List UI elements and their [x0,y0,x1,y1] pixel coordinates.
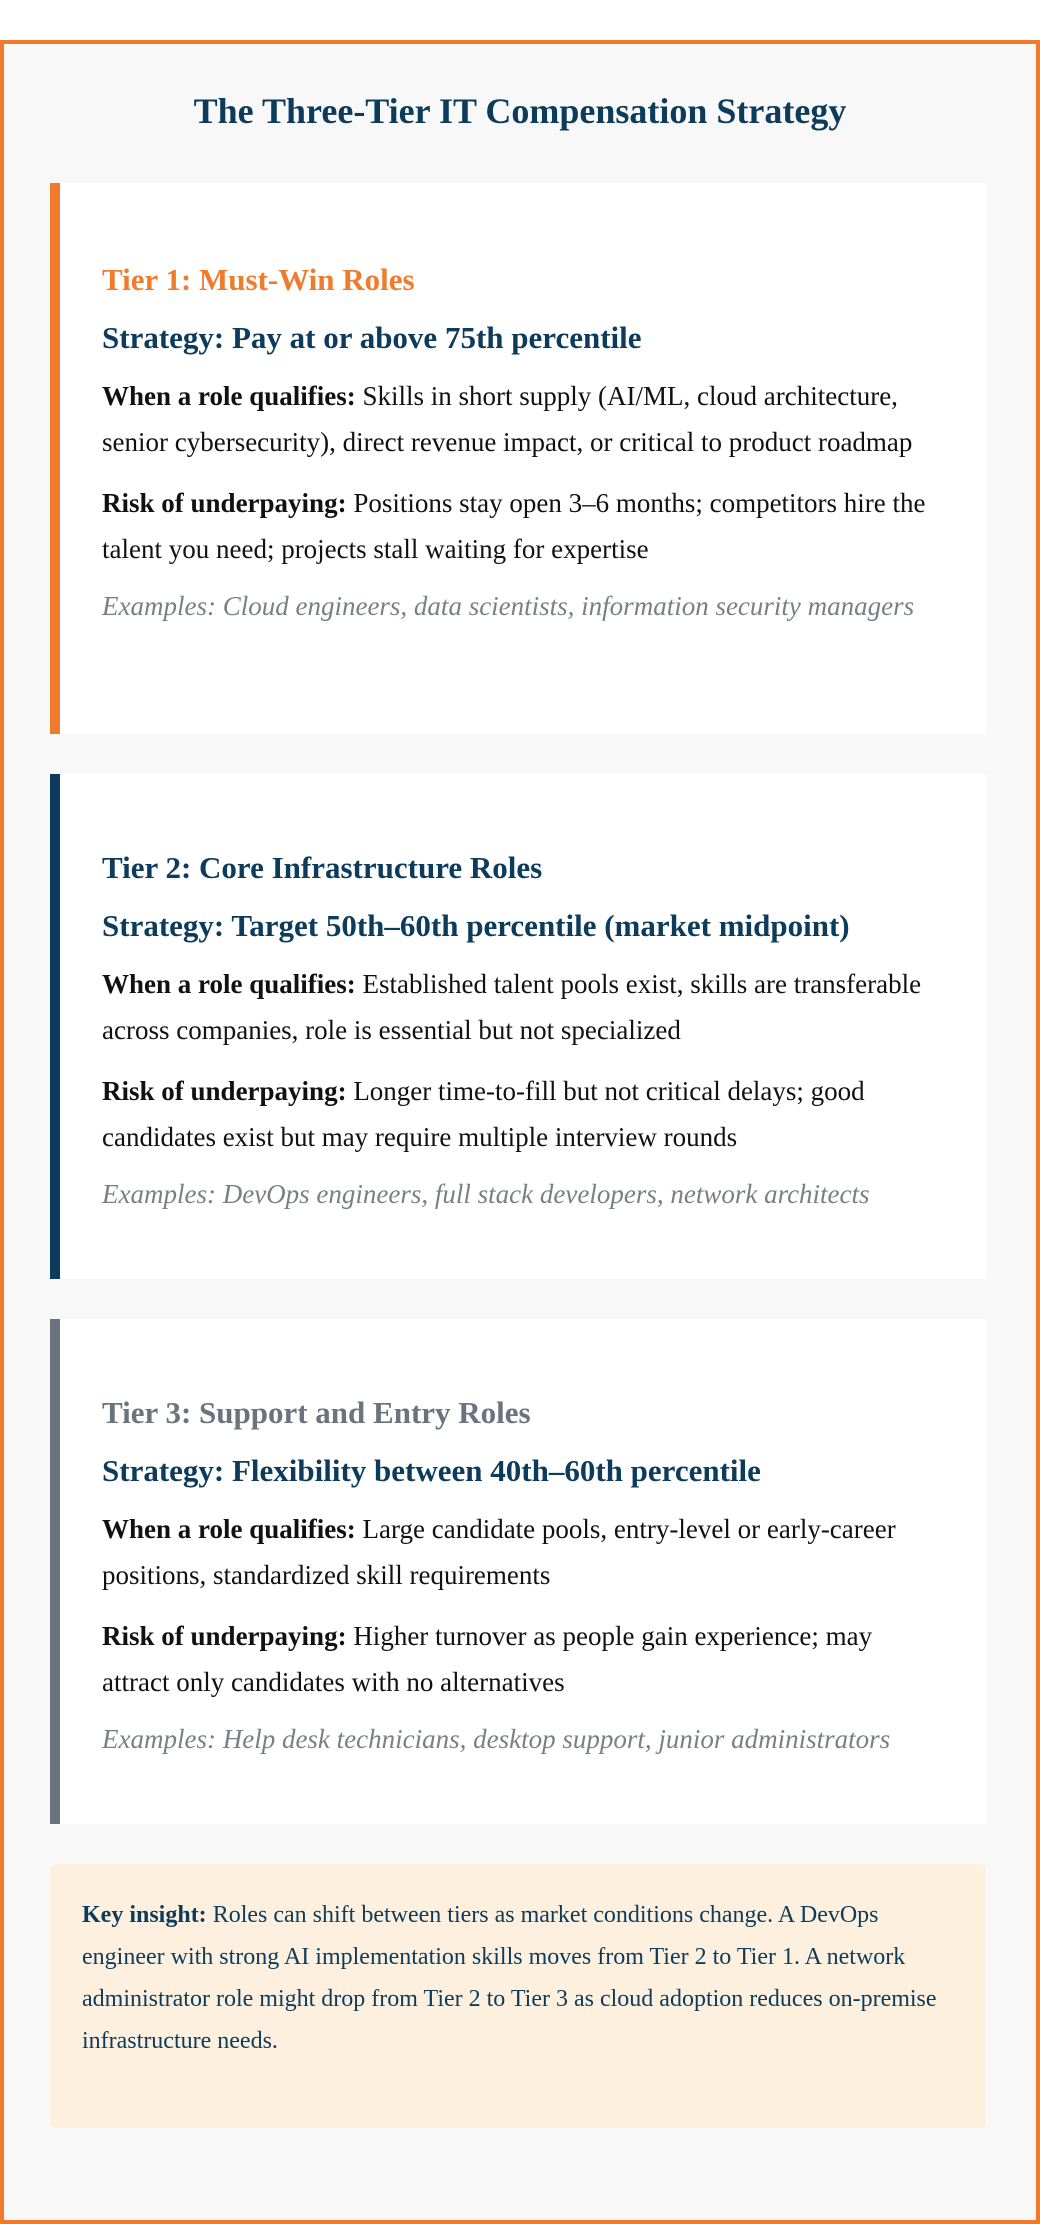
tier-1-heading: Tier 1: Must-Win Roles [102,262,415,297]
tier-2-heading: Tier 2: Core Infrastructure Roles [102,850,543,885]
key-insight-paragraph [82,1894,954,2062]
tier-1-risk-label: Risk of underpaying: [102,488,347,518]
tier-1-card [50,183,986,734]
tier-1-qualifies-label: When a role qualifies: [102,381,356,411]
tier-1-risk [102,480,942,572]
tier-2-examples: Examples: DevOps engineers, full stack developers, network architects [102,1179,870,1209]
tier-3-qualifies [102,1506,942,1598]
tier-2-risk-label: Risk of underpaying: [102,1076,347,1106]
tier-3-heading: Tier 3: Support and Entry Roles [102,1395,531,1430]
tier-2-risk-text: Longer time-to-fill but not critical delays; good candidates exist but may require multiple interview rounds [102,1076,865,1152]
tier-1-strategy: Strategy: Pay at or above 75th percentile [102,320,642,355]
page-title: The Three-Tier IT Compensation Strategy [193,91,847,131]
tier-1-examples: Examples: Cloud engineers, data scientists, information security managers [102,591,915,621]
tier-2-risk [102,1068,942,1160]
tier-2-qualifies-text: Established talent pools exist, skills are transferable across companies, role is essential but not specialized [102,969,922,1045]
tier-3-risk-text: Higher turnover as people gain experience; may attract only candidates with no alternatives [102,1621,873,1697]
tier-2-qualifies [102,961,942,1053]
tier-3-strategy: Strategy: Flexibility between 40th–60th percentile [102,1453,761,1488]
tier-3-qualifies-text: Large candidate pools, entry-level or early-career positions, standardized skill requirements [102,1514,896,1590]
tier-3-card [50,1319,986,1824]
tier-3-risk [102,1613,942,1705]
key-insight-box [50,1864,986,2128]
tier-1-qualifies [102,373,942,465]
tier-3-risk-label: Risk of underpaying: [102,1621,347,1651]
tier-2-qualifies-label: When a role qualifies: [102,969,356,999]
tier-2-strategy: Strategy: Target 50th–60th percentile (market midpoint) [102,908,850,943]
key-insight-text: Roles can shift between tiers as market conditions change. A DevOps engineer with strong AI implementation skills moves from Tier 2 to Tier 1. A network administrator role might drop from Tier 2 to Tier 3 as cloud adoption reduces on-premise infrastructure needs. [82,1902,937,2054]
tier-3-examples: Examples: Help desk technicians, desktop support, junior administrators [102,1724,891,1754]
tier-3-qualifies-label: When a role qualifies: [102,1514,356,1544]
key-insight-label: Key insight: [82,1902,207,1928]
tier-1-risk-text: Positions stay open 3–6 months; competitors hire the talent you need; projects stall waiting for expertise [102,488,926,564]
tier-1-qualifies-text: Skills in short supply (AI/ML, cloud architecture, senior cybersecurity), direct revenue impact, or critical to product roadmap [102,381,913,457]
tier-2-card [50,774,986,1279]
